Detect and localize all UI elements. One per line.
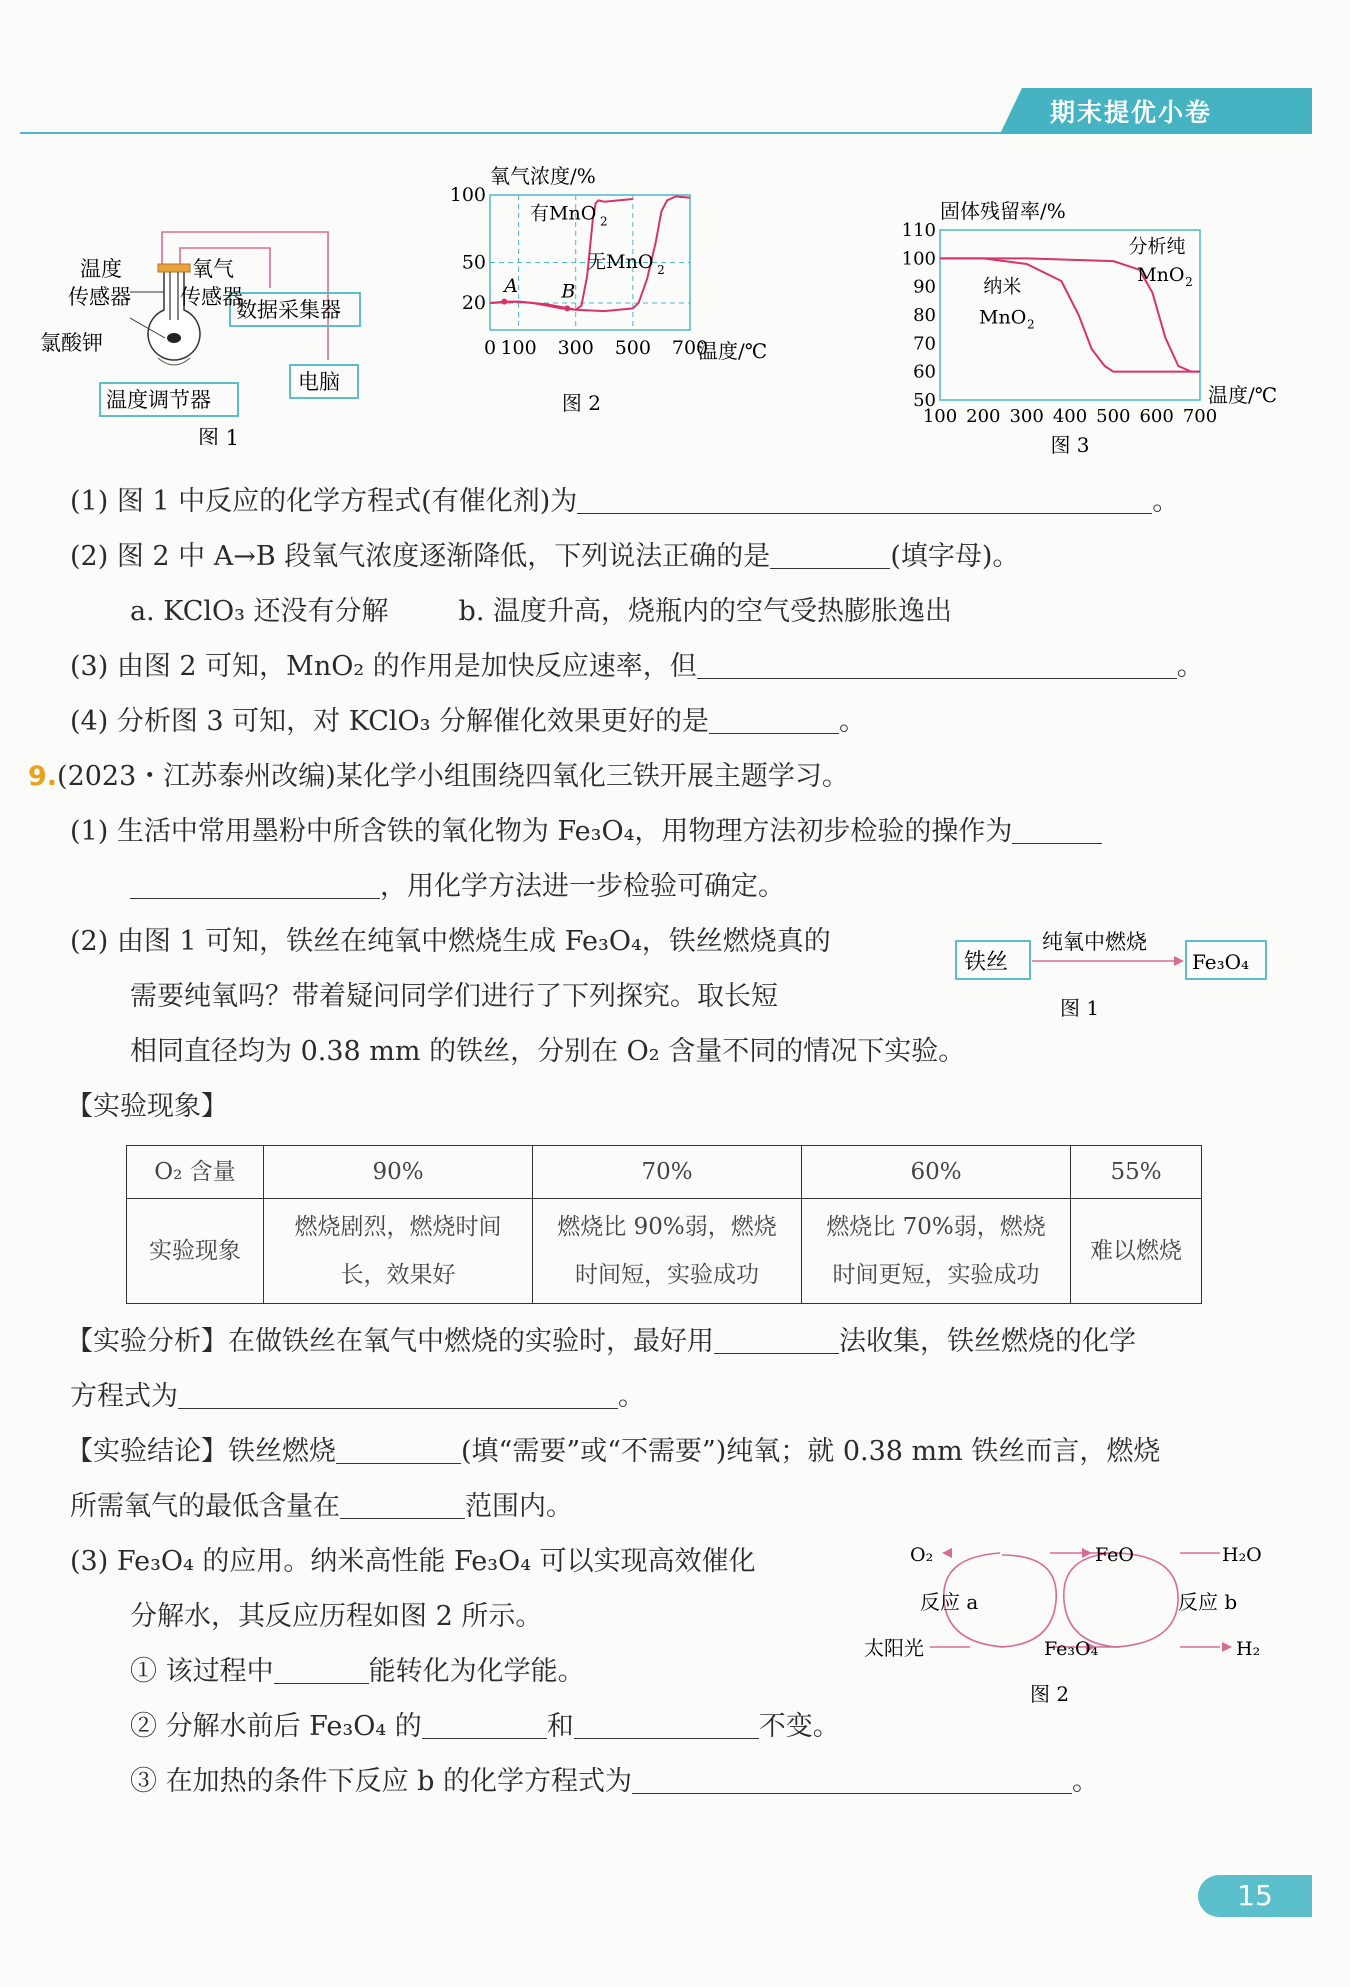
table-header-55: 55%: [1071, 1146, 1202, 1199]
chart3-nano-label: 纳米: [983, 275, 1022, 298]
chart3-ytick: 100: [901, 248, 936, 270]
chart2-xtick: 500: [614, 337, 651, 359]
chart3-xtick: 700: [1182, 406, 1218, 427]
fig1-o2-sensor-1: 氧气: [192, 257, 234, 281]
q9-part2-line1: (2) 由图 1 可知，铁丝在纯氧中燃烧生成 Fe₃O₄，铁丝燃烧真的: [70, 926, 831, 957]
chart2-point-A: [501, 299, 507, 305]
figure-1-apparatus: [40, 220, 410, 449]
chart3-xtick: 100: [922, 406, 958, 427]
chart3-xtick: 600: [1139, 406, 1174, 427]
chart2-ytick: 100: [449, 184, 486, 206]
fig2-reaction-a: 反应 a: [920, 1590, 979, 1614]
chart3-ytick: 70: [913, 333, 936, 355]
chart2-series2-label: 无MnO: [587, 250, 654, 273]
chart3-xlabel: 温度/℃: [1208, 383, 1278, 407]
chart2-series1-label: 有MnO: [530, 202, 597, 225]
chart3-pure-mno: MnO: [1137, 264, 1185, 286]
table-cell-70: 燃烧比 90%弱，燃烧 时间短，实验成功: [533, 1199, 802, 1304]
q9-part3-line1: (3) Fe₃O₄ 的应用。纳米高性能 Fe₃O₄ 可以实现高效催化: [70, 1546, 756, 1577]
chart2-xtick: 300: [557, 337, 594, 359]
experiment-table: [126, 1145, 1202, 1304]
page-number-tab: [1198, 1875, 1312, 1917]
chart3-xtick: 500: [1096, 406, 1131, 427]
table-header-60: 60%: [802, 1146, 1071, 1199]
chart2-series2-sub: 2: [657, 262, 665, 277]
fig2-h2o: H₂O: [1222, 1544, 1262, 1566]
table-row-label: 实验现象: [127, 1199, 264, 1304]
q8-blank-2[interactable]: [770, 538, 890, 569]
q9-fig1-iron: 铁丝: [964, 950, 1009, 975]
q8-blank-3[interactable]: [697, 648, 1177, 679]
q8-part2: (2) 图 2 中 A→B 段氧气浓度逐渐降低，下列说法正确的是 (填字母)。: [70, 537, 1019, 577]
table-cell-60: 燃烧比 70%弱，燃烧 时间更短，实验成功: [802, 1199, 1071, 1304]
fig1-temp-sensor-1: 温度: [80, 257, 122, 281]
chart2-ylabel: 氧气浓度/%: [490, 164, 596, 188]
chart3-ytick: 80: [913, 305, 936, 326]
q8-blank-4[interactable]: [709, 703, 839, 734]
chart3-ylabel: 固体残留率/%: [940, 199, 1066, 223]
q8-part3: (3) 由图 2 可知，MnO₂ 的作用是加快反应速率，但 。: [70, 647, 1204, 687]
q9-sub3: ③ 在加热的条件下反应 b 的化学方程式为 。: [130, 1762, 1099, 1802]
conclusion-blank-2[interactable]: [340, 1488, 465, 1519]
q8-options: [130, 592, 952, 632]
table-header-70: 70%: [533, 1146, 802, 1199]
analysis-line1: 【实验分析】在做铁丝在氧气中燃烧的实验时，最好用 法收集，铁丝燃烧的化学: [66, 1322, 1136, 1362]
fig1-reagent: 氯酸钾: [40, 331, 103, 355]
chart2-label-A: A: [504, 275, 519, 298]
fig2-fe3o4: Fe₃O₄: [1044, 1638, 1099, 1660]
chart3-pure-sub: 2: [1185, 275, 1193, 289]
chart2-point-B: [564, 305, 570, 311]
q9-part2-line2: 需要纯氧吗？带着疑问同学们进行了下列探究。取长短: [130, 981, 778, 1012]
q9-fig1-arrow-label: 纯氧中燃烧: [1042, 930, 1147, 954]
fig1-computer: 电脑: [298, 370, 340, 394]
chart3-nano-mno: MnO: [979, 306, 1027, 329]
chart2-xtick: 100: [500, 337, 537, 359]
fig1-regulator: 温度调节器: [106, 388, 211, 412]
q8-option-b: b. 温度升高，烧瓶内的空气受热膨胀逸出: [458, 596, 952, 627]
q9-title: 9.(2023・江苏泰州改编)某化学小组围绕四氧化三铁开展主题学习。: [28, 761, 849, 792]
q9-blank-1b[interactable]: [130, 868, 380, 899]
table-header-90: 90%: [264, 1146, 533, 1199]
q9-sub2-blank-2[interactable]: [574, 1708, 759, 1739]
q9-sub1-blank[interactable]: [274, 1653, 369, 1684]
q9-sub3-blank[interactable]: [632, 1763, 1072, 1794]
figure-2-chart: [440, 160, 850, 464]
q9-blank-1a[interactable]: [1012, 813, 1102, 844]
chart3-ytick: 90: [913, 276, 936, 298]
fig1-caption: 图 1: [198, 426, 240, 445]
phenomenon-heading: 【实验现象】: [66, 1091, 228, 1122]
chart3-nano-sub: 2: [1027, 317, 1035, 332]
fig2-caption: 图 2: [1030, 1682, 1070, 1706]
q8-option-a: a. KClO₃ 还没有分解: [130, 596, 389, 627]
chart3-pure-label: 分析纯: [1128, 235, 1186, 258]
q8-blank-1[interactable]: [577, 483, 1152, 514]
chart2-label-B: B: [561, 280, 576, 303]
fig1-temp-sensor-2: 传感器: [68, 285, 131, 309]
table-cell-55: 难以燃烧: [1071, 1199, 1202, 1304]
chart3-ytick: 60: [913, 361, 936, 383]
fig2-o2: O₂: [910, 1544, 934, 1566]
table-cell-90: 燃烧剧烈，燃烧时间 长，效果好: [264, 1199, 533, 1304]
analysis-blank-2[interactable]: [178, 1378, 618, 1409]
q9-part1-line1: (1) 生活中常用墨粉中所含铁的氧化物为 Fe₃O₄，用物理方法初步检验的操作为: [70, 812, 1102, 852]
chart2-series1-sub: 2: [600, 214, 608, 229]
table-header-o2: O₂ 含量: [127, 1146, 264, 1199]
chart3-xtick: 300: [1009, 406, 1044, 427]
chart2-ytick: 20: [461, 292, 486, 314]
chart2-xtick: 0: [483, 337, 497, 359]
q9-sub2-blank-1[interactable]: [422, 1708, 547, 1739]
q9-number: 9.: [28, 761, 58, 792]
chart3-ytick: 110: [901, 220, 936, 241]
chart2-xlabel: 温度/℃: [698, 339, 768, 363]
chart3-xtick: 200: [966, 406, 1001, 427]
q9-fig1-product: Fe₃O₄: [1192, 950, 1250, 974]
conclusion-blank-1[interactable]: [336, 1433, 461, 1464]
chart2-ytick: 50: [461, 251, 486, 274]
fig1-collector: 数据采集器: [236, 298, 341, 322]
page-number: 15: [1237, 1879, 1273, 1912]
q9-part2-line3: 相同直径均为 0.38 mm 的铁丝，分别在 O₂ 含量不同的情况下实验。: [130, 1036, 966, 1067]
q9-sub1: ① 该过程中 能转化为化学能。: [130, 1652, 585, 1692]
chart2-caption: 图 2: [561, 391, 601, 415]
chart3-ytick: 50: [913, 390, 936, 411]
q9-part1-line2: ，用化学方法进一步检验可确定。: [130, 867, 785, 907]
q9-figure-2-cycle: [860, 1525, 1280, 1714]
fig2-sunlight: 太阳光: [864, 1636, 924, 1660]
analysis-blank-1[interactable]: [714, 1323, 839, 1354]
conclusion-line1: 【实验结论】铁丝燃烧 (填“需要”或“不需要”)纯氧；就 0.38 mm 铁丝而言，燃烧: [66, 1432, 1160, 1472]
q9-fig1-caption: 图 1: [1060, 996, 1100, 1020]
figure-3-chart: [880, 190, 1300, 464]
q9-figure-1: [950, 925, 1270, 1029]
analysis-line2: 方程式为 。: [70, 1377, 645, 1417]
chart3-caption: 图 3: [1050, 433, 1090, 457]
header-title: 期末提优小卷: [1050, 98, 1213, 127]
fig1-o2-sensor-2: 传感器: [180, 285, 243, 309]
fig2-h2: H₂: [1236, 1638, 1261, 1660]
q9-part3-line2: 分解水，其反应历程如图 2 所示。: [130, 1601, 543, 1632]
fig2-reaction-b: 反应 b: [1178, 1590, 1238, 1614]
q8-part4: (4) 分析图 3 可知，对 KClO₃ 分解催化效果更好的是 。: [70, 702, 866, 742]
chart2-xtick: 700: [671, 337, 709, 359]
chart3-xtick: 400: [1052, 406, 1088, 427]
q8-part1: (1) 图 1 中反应的化学方程式(有催化剂)为 。: [70, 482, 1179, 522]
fig2-feo: FeO: [1095, 1544, 1134, 1566]
q9-sub2: ② 分解水前后 Fe₃O₄ 的 和 不变。: [130, 1707, 840, 1747]
conclusion-line2: 所需氧气的最低含量在 范围内。: [70, 1487, 573, 1527]
